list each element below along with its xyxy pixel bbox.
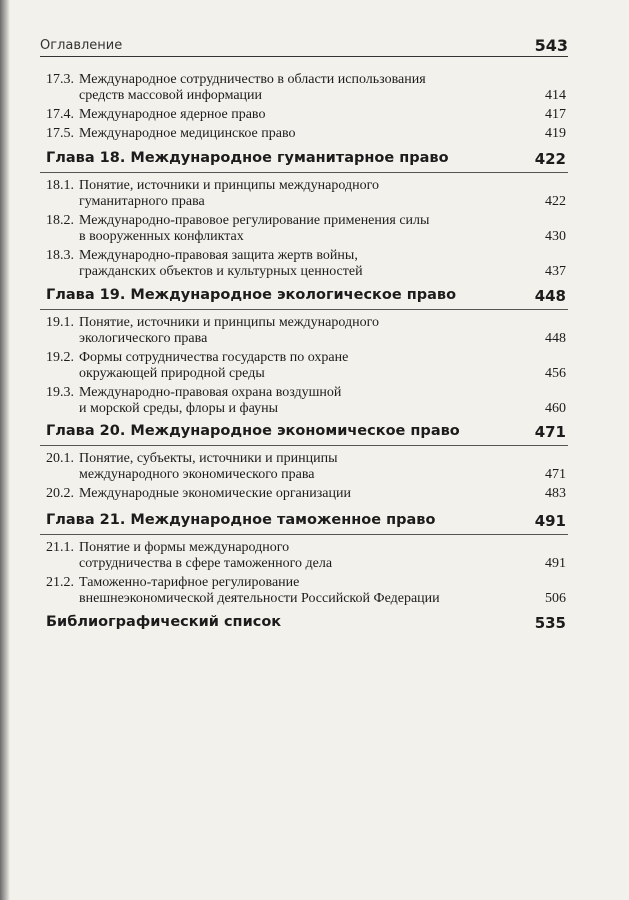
section-title-line: Таможенно-тарифное регулирование xyxy=(79,575,300,590)
header-title: Оглавление xyxy=(40,38,123,53)
chapter-title: Глава 19. Международное экологическое право xyxy=(46,287,457,303)
section-number: 17.5. xyxy=(46,126,74,141)
bibliography-page-number: 535 xyxy=(534,614,566,632)
chapter-rule xyxy=(40,309,568,310)
section-page-number: 491 xyxy=(545,556,566,571)
section-number: 18.2. xyxy=(46,213,74,228)
section-title-line: Международное медицинское право xyxy=(79,126,296,141)
section-number: 19.2. xyxy=(46,350,74,365)
section-number: 17.3. xyxy=(46,72,74,87)
section-title-line: средств массовой информации xyxy=(79,88,263,103)
page-edge-shadow xyxy=(0,0,10,900)
section-number: 21.1. xyxy=(46,540,74,555)
section-title-line: окружающей природной среды xyxy=(79,366,265,381)
section-page-number: 471 xyxy=(545,467,566,482)
section-number: 21.2. xyxy=(46,575,74,590)
section-page-number: 437 xyxy=(545,264,566,279)
section-number: 18.3. xyxy=(46,248,74,263)
section-page-number: 422 xyxy=(545,194,566,209)
header-rule xyxy=(40,56,568,57)
section-title-line: Международно-правовое регулирование применения силы xyxy=(79,213,430,228)
section-title-line: Понятие, источники и принципы международного xyxy=(79,178,379,193)
section-number: 20.1. xyxy=(46,451,74,466)
section-number: 19.1. xyxy=(46,315,74,330)
section-page-number: 430 xyxy=(545,229,566,244)
section-number: 19.3. xyxy=(46,385,74,400)
section-title-line: гражданских объектов и культурных ценностей xyxy=(79,264,363,279)
section-title-line: и морской среды, флоры и фауны xyxy=(79,401,279,416)
section-page-number: 506 xyxy=(545,591,566,606)
section-title-line: сотрудничества в сфере таможенного дела xyxy=(79,556,333,571)
section-title-line: Формы сотрудничества государств по охране xyxy=(79,350,349,365)
section-title-line: гуманитарного права xyxy=(79,194,205,209)
chapter-page-number: 491 xyxy=(534,512,566,530)
section-page-number: 460 xyxy=(545,401,566,416)
section-title-line: Понятие и формы международного xyxy=(79,540,290,555)
section-page-number: 448 xyxy=(545,331,566,346)
header-page-number: 543 xyxy=(534,36,568,55)
running-header xyxy=(40,36,568,56)
section-title-line: Международные экономические организации xyxy=(79,486,351,501)
chapter-title: Глава 18. Международное гуманитарное право xyxy=(46,150,449,166)
section-title-line: Международное сотрудничество в области использования xyxy=(79,72,426,87)
section-title-line: Международное ядерное право xyxy=(79,107,266,122)
section-page-number: 456 xyxy=(545,366,566,381)
chapter-page-number: 471 xyxy=(534,423,566,441)
section-page-number: 417 xyxy=(545,107,566,122)
section-number: 18.1. xyxy=(46,178,74,193)
section-title-line: внешнеэкономической деятельности Российской Федерации xyxy=(79,591,440,606)
section-number: 20.2. xyxy=(46,486,74,501)
section-title-line: экологического права xyxy=(79,331,208,346)
section-title-line: Международно-правовая охрана воздушной xyxy=(79,385,342,400)
section-page-number: 414 xyxy=(545,88,566,103)
section-page-number: 483 xyxy=(545,486,566,501)
chapter-rule xyxy=(40,172,568,173)
chapter-title: Глава 21. Международное таможенное право xyxy=(46,512,436,528)
section-page-number: 419 xyxy=(545,126,566,141)
chapter-page-number: 448 xyxy=(534,287,566,305)
chapter-title: Глава 20. Международное экономическое право xyxy=(46,423,460,439)
chapter-rule xyxy=(40,445,568,446)
section-title-line: международного экономического права xyxy=(79,467,315,482)
section-title-line: Понятие, субъекты, источники и принципы xyxy=(79,451,338,466)
section-title-line: Понятие, источники и принципы международного xyxy=(79,315,379,330)
bibliography-title: Библиографический список xyxy=(46,614,282,630)
chapter-page-number: 422 xyxy=(534,150,566,168)
section-number: 17.4. xyxy=(46,107,74,122)
chapter-rule xyxy=(40,534,568,535)
section-title-line: в вооруженных конфликтах xyxy=(79,229,244,244)
section-title-line: Международно-правовая защита жертв войны, xyxy=(79,248,358,263)
